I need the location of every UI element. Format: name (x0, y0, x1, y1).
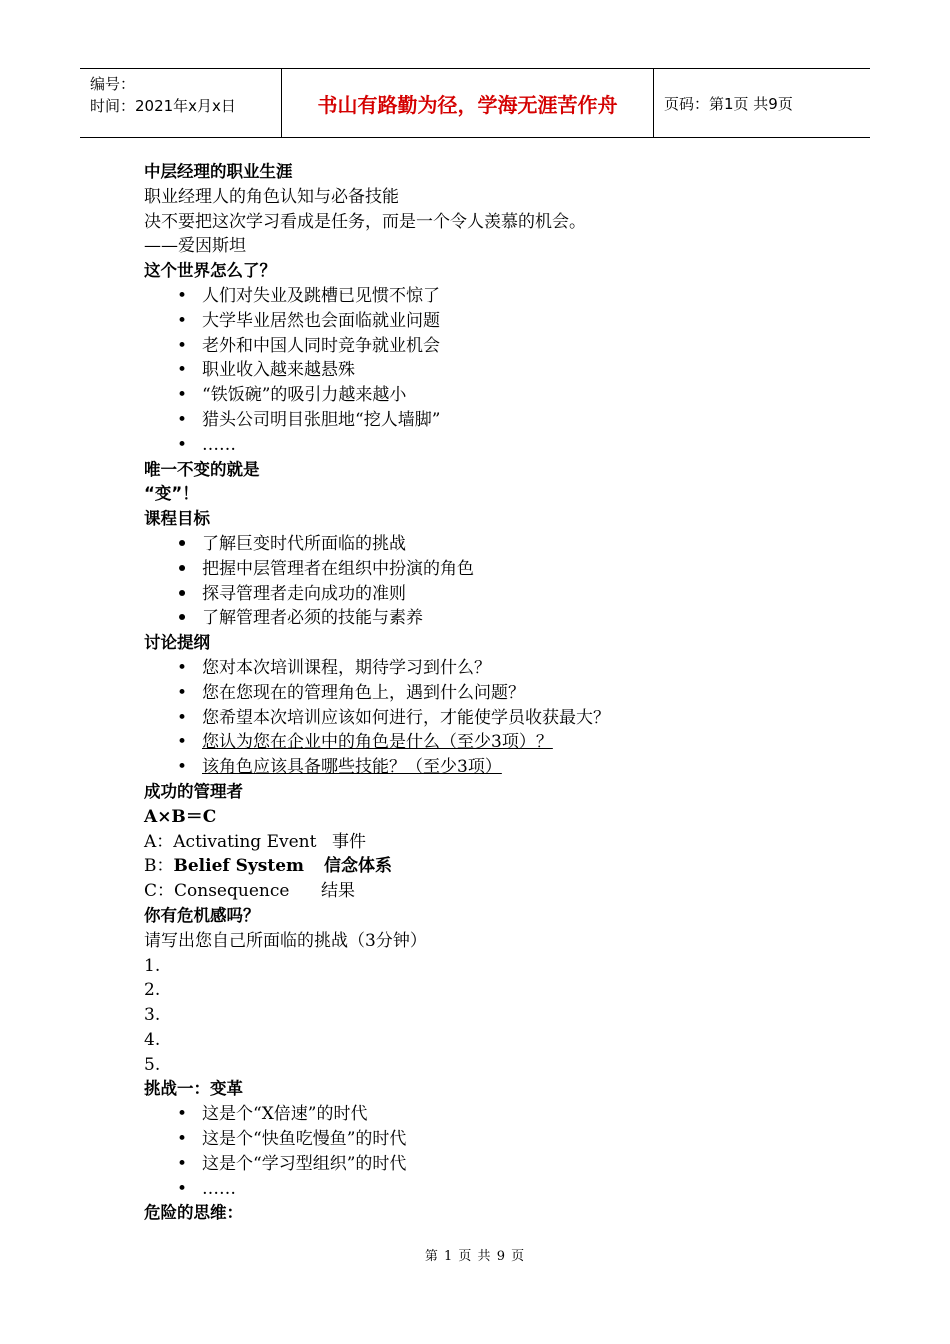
list-item: • 老外和中国人同时竞争就业机会 (144, 334, 744, 359)
list-item: • 您希望本次培训应该如何进行，才能使学员收获最大？ (144, 706, 744, 731)
bullet-icon: • (176, 1129, 188, 1150)
doc-quote: 决不要把这次学习看成是任务，而是一个令人羡慕的机会。 (144, 211, 586, 232)
bullet-icon: • (176, 757, 188, 778)
list-item: • 猎头公司明目张胆地“挖人墙脚” (144, 408, 744, 433)
bullet-icon: • (176, 732, 188, 753)
header-motto: 书山有路勤为径，学海无涯苦作舟 (281, 69, 654, 137)
numbered-blank: 5. (144, 1054, 161, 1075)
list-item: • 您对本次培训课程，期待学习到什么？ (144, 656, 744, 681)
page-footer: 第 1 页 共 9 页 (424, 1249, 526, 1264)
definition-c: C：Consequence 结果 (144, 881, 355, 902)
list-item: • 这是个“快鱼吃慢鱼”的时代 (144, 1127, 744, 1152)
bullet-icon: • (176, 409, 188, 430)
list-item: • “铁饭碗”的吸引力越来越小 (144, 383, 744, 408)
bullet-icon: • (176, 682, 188, 703)
exercise-prompt: 请写出您自己所面临的挑战（3分钟） (144, 930, 427, 951)
document-body (144, 160, 744, 1226)
list-item: • 您认为您在企业中的角色是什么（至少3项）？ (144, 730, 744, 755)
bullet-icon: • (176, 583, 188, 604)
section-heading: 成功的管理者 (144, 781, 243, 801)
definition-a: A：Activating Event 事件 (144, 831, 366, 852)
bullet-icon: • (176, 310, 188, 331)
bullet-icon: • (176, 533, 188, 554)
numbered-blank: 1. (144, 955, 161, 976)
bullet-icon: • (176, 608, 188, 629)
section-heading: 这个世界怎么了？ (144, 261, 276, 281)
section-heading: 课程目标 (144, 509, 210, 529)
header-page-number: 页码：第1页 共9页 (664, 94, 793, 113)
header-time: 时间：2021年x月x日 (90, 97, 236, 115)
bullet-icon: • (176, 360, 188, 381)
list-item: • 这是个“学习型组织”的时代 (144, 1152, 744, 1177)
list-item: • …… (144, 433, 744, 458)
bullet-icon: • (176, 1104, 188, 1125)
bullet-icon: • (176, 558, 188, 579)
list-item: • 该角色应该具备哪些技能？（至少3项） (144, 755, 744, 780)
list-item: • 这是个“X倍速”的时代 (144, 1102, 744, 1127)
doc-subtitle: 职业经理人的角色认知与必备技能 (144, 186, 399, 207)
section-heading: 你有危机感吗？ (144, 905, 260, 925)
definition-b: B：Belief System 信念体系 (144, 856, 392, 877)
list-item: • 了解巨变时代所面临的挑战 (144, 532, 744, 557)
list-item: • 人们对失业及跳槽已见惯不惊了 (144, 284, 744, 309)
numbered-blank: 3. (144, 1005, 161, 1026)
bullet-icon: • (176, 1153, 188, 1174)
section-heading: “变”！ (144, 484, 199, 504)
bullet-icon: • (176, 434, 188, 455)
bullet-icon: • (176, 707, 188, 728)
section-heading: 挑战一：变革 (144, 1079, 243, 1099)
list-item: • 大学毕业居然也会面临就业问题 (144, 309, 744, 334)
section-heading: 讨论提纲 (144, 633, 210, 653)
page-header (80, 68, 870, 138)
doc-title: 中层经理的职业生涯 (144, 162, 293, 181)
section-heading: 危险的思维： (144, 1203, 243, 1223)
bullet-icon: • (176, 657, 188, 678)
bullet-icon: • (176, 335, 188, 356)
bullet-icon: • (176, 385, 188, 406)
list-item: • 探寻管理者走向成功的准则 (144, 582, 744, 607)
header-number: 编号： (90, 75, 136, 93)
numbered-blank: 4. (144, 1029, 161, 1050)
numbered-blank: 2. (144, 980, 161, 1001)
list-item: • 职业收入越来越悬殊 (144, 358, 744, 383)
formula: A×B＝C (144, 806, 217, 827)
list-item: • 把握中层管理者在组织中扮演的角色 (144, 557, 744, 582)
list-item: • 了解管理者必须的技能与素养 (144, 606, 744, 631)
doc-quote-author: ——爱因斯坦 (144, 236, 246, 257)
list-item: • 您在您现在的管理角色上，遇到什么问题？ (144, 681, 744, 706)
bullet-icon: • (176, 1178, 188, 1199)
bullet-icon: • (176, 285, 188, 306)
list-item: • …… (144, 1177, 744, 1202)
section-heading: 唯一不变的就是 (144, 459, 260, 479)
header-meta (80, 69, 281, 137)
